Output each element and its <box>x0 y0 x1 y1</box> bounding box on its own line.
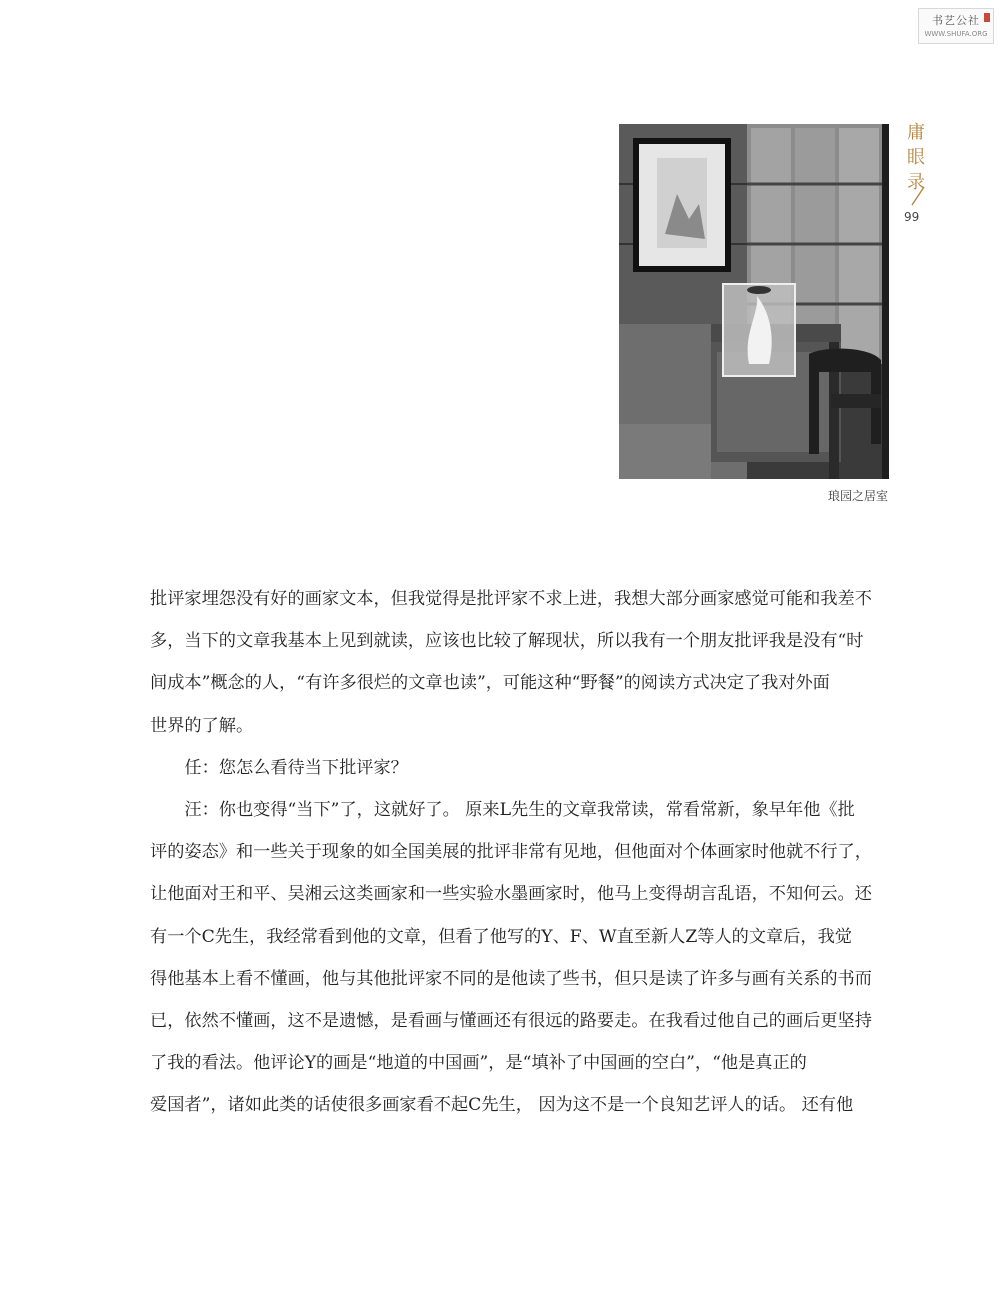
running-title <box>903 120 929 195</box>
running-title-char: 录 <box>907 172 925 193</box>
text-line: 有一个C先生，我经常看到他的文章，但看了他写的Y、F、W直至新人Z等人的文章后，我觉 <box>150 926 852 947</box>
watermark-logo <box>918 8 994 44</box>
article-body <box>150 578 892 1126</box>
seal-icon <box>984 13 990 22</box>
photo-caption: 琅园之居室 <box>827 489 888 503</box>
slash-divider <box>910 186 926 206</box>
text-line: 汪：你也变得“当下”了，这就好了。 原来L先生的文章我常读，常看常新，象早年他《批 <box>150 799 855 820</box>
text-line: 了我的看法。他评论Y的画是“地道的中国画”，是“填补了中国画的空白”，“他是真正的 <box>150 1053 807 1074</box>
text-line: 世界的了解。 <box>150 715 254 736</box>
text-line: 任：您怎么看待当下批评家？ <box>150 757 408 778</box>
running-title-char: 眼 <box>907 147 925 168</box>
text-line: 评的姿态》和一些关于现象的如全国美展的批评非常有见地，但他面对个体画家时他就不行了， <box>150 842 872 863</box>
watermark-name: 书艺公社 <box>932 14 980 27</box>
watermark-url: WWW.SHUFA.ORG <box>924 30 988 38</box>
text-line: 让他面对王和平、吴湘云这类画家和一些实验水墨画家时，他马上变得胡言乱语，不知何云。还 <box>150 884 872 905</box>
photo-interior-icon <box>619 124 889 479</box>
text-line: 已，依然不懂画，这不是遗憾，是看画与懂画还有很远的路要走。在我看过他自己的画后更坚持 <box>150 1010 872 1031</box>
text-line: 爱国者”，诸如此类的话使很多画家看不起C先生， 因为这不是一个良知艺评人的话。 还有他 <box>150 1095 854 1116</box>
running-title-char: 庸 <box>907 122 925 143</box>
text-line: 间成本”概念的人，“有许多很烂的文章也读”，可能这种“野餐”的阅读方式决定了我对外面 <box>150 673 830 694</box>
page-number: 99 <box>904 210 920 224</box>
interior-photo <box>619 124 889 479</box>
text-line: 得他基本上看不懂画，他与其他批评家不同的是他读了些书，但只是读了许多与画有关系的书而 <box>150 968 872 989</box>
text-line: 多，当下的文章我基本上见到就读，应该也比较了解现状，所以我有一个朋友批评我是没有“时 <box>150 631 864 652</box>
text-line: 批评家埋怨没有好的画家文本，但我觉得是批评家不求上进，我想大部分画家感觉可能和我差不 <box>150 589 872 609</box>
